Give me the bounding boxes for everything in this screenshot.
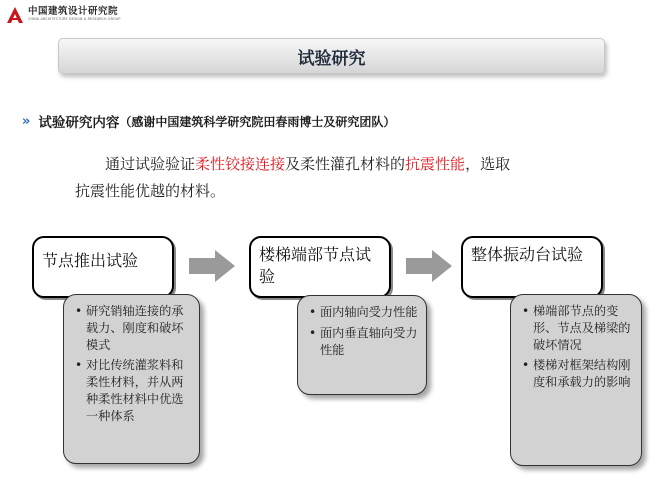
test-detail-2 xyxy=(297,295,427,395)
test-1-item-1: • 研究销轴连接的承载力、刚度和破坏模式 xyxy=(86,303,193,353)
test-title-1: 节点推出试验 xyxy=(42,251,139,270)
logo-name-en: CHINA ARCHITECTURE DESIGN & RESEARCH GROUP xyxy=(28,17,121,21)
test-title-3: 整体振动台试验 xyxy=(471,245,584,264)
logo-name-cn: 中国建筑设计研究院 xyxy=(28,6,119,17)
page-title: 试验研究 xyxy=(297,48,366,69)
test-node-1 xyxy=(32,236,174,298)
intro-paragraph xyxy=(75,151,635,205)
arrow-right-icon xyxy=(406,250,452,282)
test-node-3 xyxy=(461,236,603,298)
test-detail-1 xyxy=(63,294,200,464)
intro-highlight-2: 抗震性能 xyxy=(405,155,466,173)
intro-text-line2: 抗震性能优越的材料。 xyxy=(75,182,226,200)
intro-highlight-1: 柔性铰接连接 xyxy=(195,155,286,173)
company-logo xyxy=(6,6,121,24)
test-1-item-2: • 对比传统灌浆料和柔性材料，并从两种柔性材料中优选一种体系 xyxy=(86,357,193,424)
acknowledgement: （感谢中国建筑科学研究院田春雨博士及研究团队） xyxy=(119,114,396,129)
arrow-right-icon xyxy=(189,250,235,282)
section-heading xyxy=(22,111,395,131)
chevron-right-icon: » xyxy=(22,113,31,129)
intro-text-1: 通过试验验证 xyxy=(105,155,196,173)
test-2-item-1: • 面内轴向受力性能 xyxy=(320,304,420,321)
test-node-2 xyxy=(249,236,391,298)
test-title-2: 楼梯端部节点试验 xyxy=(259,245,372,286)
test-detail-3 xyxy=(510,294,642,466)
title-banner xyxy=(58,38,605,74)
test-3-item-2: • 楼梯对框架结构刚度和承载力的影响 xyxy=(533,357,635,391)
logo-icon xyxy=(6,6,24,24)
intro-text-3: ，选取 xyxy=(465,155,511,173)
section-title: 试验研究内容 xyxy=(38,115,120,131)
test-2-item-2: • 面内垂直轴向受力性能 xyxy=(320,325,420,359)
intro-text-2: 及柔性灌孔材料的 xyxy=(285,155,406,173)
test-3-item-1: • 梯端部节点的变形、节点及梯梁的破坏情况 xyxy=(533,303,635,353)
